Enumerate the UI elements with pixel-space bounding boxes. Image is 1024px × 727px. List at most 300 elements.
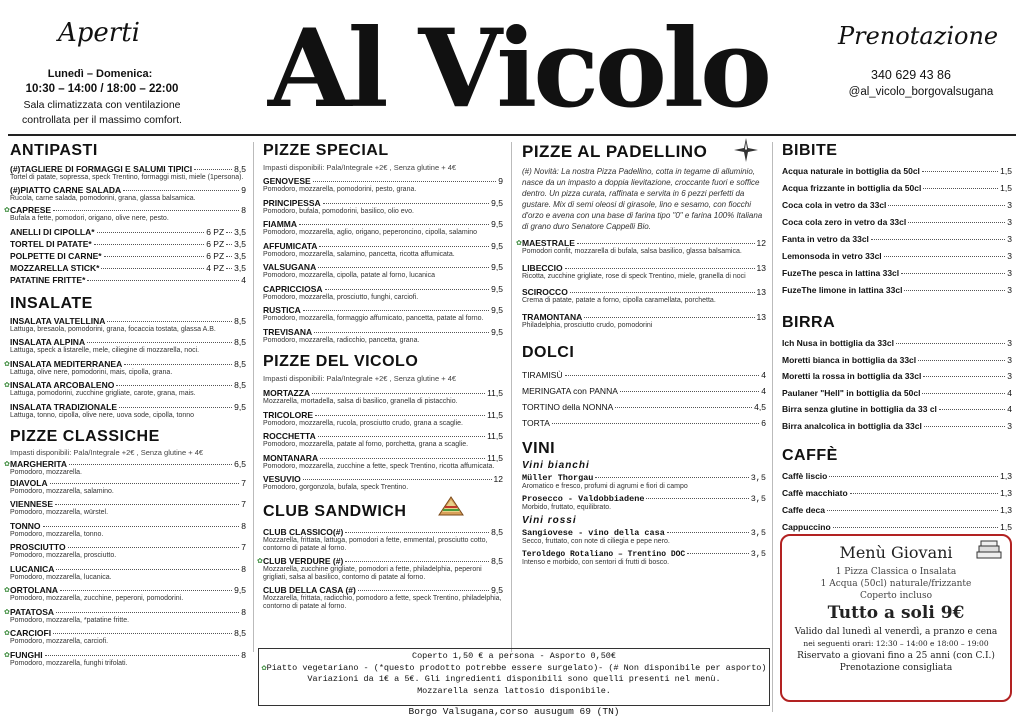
item-name: PRINCIPESSA	[263, 197, 321, 208]
item-price: 8,5	[234, 315, 246, 326]
item-price: 9,5	[491, 283, 503, 294]
hours-script-label: Aperti	[58, 18, 140, 48]
item-price: 12	[756, 238, 766, 248]
vini-bianchi-label: Vini bianchi	[522, 460, 590, 471]
list-item	[782, 421, 1012, 438]
list-item	[4, 628, 246, 647]
list-item	[782, 251, 1012, 268]
item-price: 13	[756, 262, 766, 273]
vegetarian-icon: ✿	[257, 557, 263, 565]
column-divider-2	[511, 142, 512, 652]
column-1	[4, 142, 246, 668]
item-name: Paulaner "Hell" in bottiglia da 50cl	[782, 387, 921, 398]
item-name: TONNO	[10, 520, 41, 531]
item-desc: Mozzarella, mortadella, salsa di basilico, granella di pistacchio.	[263, 398, 458, 405]
giovani-hours: nei seguenti orari: 12:30 – 14:00 e 18:00 – 19:00	[803, 639, 989, 648]
item-price: 1,3	[1000, 505, 1012, 515]
caffe-title: CAFFÈ	[782, 447, 838, 464]
list-item	[263, 410, 503, 429]
item-price: 11,5	[487, 431, 503, 441]
item-name: CAPRICCIOSA	[263, 283, 323, 294]
dolci-title: DOLCI	[522, 344, 575, 361]
list-item	[782, 404, 1012, 421]
list-item	[4, 649, 246, 669]
item-desc: Lattuga, pomodorini, zucchine grigliate, carote, grana, mais.	[10, 390, 196, 397]
item-price: 8	[241, 606, 246, 617]
vegetarian-icon: ✿	[261, 662, 267, 673]
item-name: FuzeThe limone in lattina 33cl	[782, 285, 903, 295]
giovani-line-1: 1 Pizza Classica o Insalata	[835, 567, 957, 577]
birra-title: BIRRA	[782, 314, 836, 331]
list-item	[522, 386, 766, 396]
item-desc: Lattuga, olive nere, pomodorini, mais, cipolla, grana.	[10, 368, 173, 376]
header-divider	[8, 134, 1016, 136]
item-name: VESUVIO	[263, 474, 301, 484]
item-price: 1,3	[1000, 488, 1012, 498]
item-name: Acqua naturale in bottiglia da 50cl	[782, 166, 920, 176]
item-desc: Mozzarella, zucchine grigliate, pomodori a fette, philadelphia, peperoni grigliati, salsa al basilico, contorno di patate al forno.	[263, 565, 482, 581]
item-qty: 4 PZ	[206, 262, 225, 273]
list-item	[10, 275, 246, 285]
item-desc: Bufala a fette, pomodori, origano, olive nere, pesto.	[10, 215, 169, 222]
item-desc: Pomodoro, mozzarella, cipolla, patate al forno, lucanica	[263, 272, 435, 279]
dolci-list	[522, 370, 766, 428]
item-name: Teroldego Rotaliano – Trentino DOC	[522, 549, 686, 559]
item-name: LIBECCIO	[522, 262, 563, 273]
list-item	[263, 198, 503, 217]
birra-list	[782, 338, 1012, 437]
item-price: 9,5	[491, 197, 503, 208]
item-price: 9	[498, 176, 503, 186]
item-price: 1,5	[1000, 522, 1012, 532]
padellino-list	[516, 238, 766, 330]
item-desc: Pomodoro, mozzarella, prosciutto, funghi, carciofi.	[263, 293, 419, 301]
item-desc: Rucola, carne salada, pomodorini, grana, glassa balsamica.	[10, 194, 196, 202]
vini-title: VINI	[522, 440, 556, 457]
item-desc: Pomodoro, mozzarella, würstel.	[10, 509, 109, 516]
item-price: 9	[241, 184, 246, 195]
list-item	[10, 337, 246, 356]
item-price: 8	[241, 205, 246, 215]
item-name: Birra senza glutine in bottiglia da 33 cl	[782, 404, 937, 414]
booking-script-label: Prenotazione	[838, 22, 999, 50]
booking-social: @al_vicolo_borgovalsugana	[848, 86, 994, 98]
list-item	[4, 205, 246, 224]
padellino-intro: (#) Novità: La nostra Pizza Padellino, cotta in tegame di alluminio, nasce da un impasto a doppia lievitazione, croccante fuori e soffice dentro. Un pizza curata, raffinata e servita in 6 pezzi perfetti da gustare. Mix di semi oleosi di girasole, lino e sesamo, con fiocchi d'orzo e avena con una base di farina tipo "0" e farina 100% Italiana di grano duro Senatore Cappelli Bio.	[522, 167, 763, 231]
item-price: 3,5	[234, 226, 246, 237]
footer-line-3: Variazioni da 1€ a 5€. Gli ingredienti disponibili sono quelli presenti nel menù.	[307, 674, 721, 684]
item-name: Acqua frizzante in bottiglia da 50cl	[782, 183, 922, 193]
item-desc: Philadelphia, prosciutto crudo, pomodorini	[522, 321, 653, 329]
item-desc: Pomodoro, mozzarella, rucola, prosciutto crudo, grana a scaglie.	[263, 419, 463, 427]
item-name: CLUB CLASSICO(#)	[263, 526, 344, 537]
item-name: MORTAZZA	[263, 388, 311, 398]
vegetarian-icon: ✿	[4, 630, 10, 637]
item-price: 6	[761, 418, 766, 428]
item-price: 8,5	[234, 358, 246, 369]
item-desc: Pomodoro, mozzarella, pomodorini, pesto, grana.	[263, 186, 417, 193]
list-item	[263, 305, 503, 324]
item-price: 4	[761, 370, 766, 380]
vini-rossi-label: Vini rossi	[522, 515, 577, 526]
item-name: FIAMMA	[263, 219, 297, 229]
insalate-title: INSALATE	[10, 294, 93, 312]
item-qty: 6 PZ	[206, 250, 225, 261]
item-price: 9,5	[491, 326, 503, 337]
footer-box	[258, 648, 770, 706]
item-price: 3,5	[750, 548, 766, 559]
list-item	[257, 555, 503, 583]
list-item	[782, 371, 1012, 388]
item-price: 3	[1007, 251, 1012, 261]
list-item	[263, 327, 503, 346]
item-desc: Pomodoro, mozzarella.	[10, 469, 82, 476]
vicolo-list	[263, 388, 503, 493]
item-name: ANELLI DI CIPOLLA*	[10, 226, 95, 237]
list-item	[522, 402, 766, 412]
item-name: Coca cola in vetro da 33cl	[782, 200, 887, 210]
item-desc: Intenso e morbido, con sentori di frutti di bosco.	[522, 558, 670, 566]
list-item	[10, 185, 246, 204]
list-item	[263, 453, 503, 472]
item-name: Lemonsoda in vetro 33cl	[782, 251, 882, 261]
giovani-booking: Prenotazione consigliata	[839, 663, 953, 673]
item-price: 1,3	[1000, 471, 1012, 481]
item-name: INSALATA MEDITERRANEA	[10, 358, 123, 369]
item-name: SCIROCCO	[522, 287, 568, 297]
list-item	[522, 370, 766, 380]
item-desc: Pomodoro, gorgonzola, bufala, speck Trentino.	[263, 484, 409, 491]
item-name: POLPETTE DI CARNE*	[10, 250, 102, 261]
list-item	[263, 585, 503, 612]
item-price: 13	[756, 311, 766, 322]
vini-rossi-list	[522, 528, 766, 567]
list-item	[263, 241, 503, 260]
item-name: Prosecco - Valdobbiadene	[522, 493, 645, 504]
item-price: 11,5	[487, 452, 503, 463]
item-name: LUCANICA	[10, 563, 55, 574]
item-desc: Mozzarella, frittata, lattuga, pomodori a fette, emmental, prosciutto cotto, contorno di patate al forno.	[263, 536, 488, 552]
item-price: 12	[493, 474, 503, 484]
sandwich-list	[257, 526, 503, 612]
item-desc: Pomodoro, bufala, pomodorini, basilico, olio evo.	[263, 207, 414, 215]
item-name: PROSCIUTTO	[10, 542, 66, 552]
item-price: 8	[241, 563, 246, 574]
item-name: TREVISANA	[263, 326, 313, 337]
item-price: 3,5	[234, 238, 246, 249]
list-item	[263, 431, 503, 450]
list-item	[522, 549, 766, 568]
special-list	[263, 176, 503, 345]
item-price: 3	[1007, 217, 1012, 227]
list-item	[782, 355, 1012, 372]
list-item	[263, 474, 503, 493]
vicolo-title: PIZZE DEL VICOLO	[263, 353, 419, 370]
footer-line-2-text: Piatto vegetariano - (*questo prodotto potrebbe essere surgelato)- (# Non disponibile per asporto)	[266, 662, 767, 673]
item-name: MERINGATA con PANNA	[522, 386, 618, 396]
list-item	[782, 268, 1012, 285]
list-item	[522, 528, 766, 547]
item-desc: Pomodoro, mozzarella, radicchio, pancetta, grana.	[263, 336, 420, 344]
item-qty: 6 PZ	[206, 226, 225, 237]
sandwich-title: CLUB SANDWICH	[263, 502, 407, 520]
sandwich-header	[263, 503, 503, 521]
item-desc: Pomodoro, mozzarella, zucchine, peperoni, pomodorini.	[10, 595, 184, 602]
item-name: MAESTRALE	[522, 238, 575, 248]
item-name: Caffe deca	[782, 505, 825, 515]
giovani-line-3: Coperto incluso	[859, 591, 933, 601]
list-item	[782, 183, 1012, 200]
vegetarian-icon: ✿	[4, 651, 10, 659]
item-price: 4	[241, 274, 246, 285]
item-name: RUSTICA	[263, 305, 301, 315]
item-name: VALSUGANA	[263, 262, 317, 272]
list-item	[4, 606, 246, 626]
item-price: 3,5	[750, 528, 766, 538]
item-price: 9,5	[234, 585, 246, 595]
vegetarian-icon: ✿	[4, 360, 10, 368]
giovani-title: Menù Giovani	[839, 543, 953, 562]
item-desc: Pomodoro, mozzarella, funghi trifolati.	[10, 659, 128, 667]
list-item	[782, 338, 1012, 355]
column-3	[516, 142, 766, 567]
item-price: 3	[1007, 420, 1012, 431]
bibite-list	[782, 166, 1012, 302]
list-item	[263, 388, 503, 407]
item-name: Ich Nusa in bottiglia da 33cl	[782, 338, 894, 348]
item-name: TORTINO della NONNA	[522, 402, 614, 412]
item-price: 9,5	[491, 305, 503, 315]
item-price: 3	[1007, 338, 1012, 348]
opening-days: Lunedì – Domenica:	[47, 68, 153, 80]
vegetarian-icon: ✿	[4, 461, 10, 468]
item-name: INSALATA TRADIZIONALE	[10, 401, 118, 412]
item-price: 9,5	[234, 401, 246, 412]
classiche-title: PIZZE CLASSICHE	[10, 428, 160, 445]
item-price: 7	[241, 542, 246, 552]
antipasti-list	[4, 164, 246, 285]
item-desc: Pomodoro, mozzarella, salamino.	[10, 487, 114, 495]
item-price: 4	[761, 386, 766, 396]
item-desc: Pomodoro, mozzarella, carciofi.	[10, 638, 109, 645]
item-name: INSALATA ARCOBALENO	[10, 380, 115, 390]
padellino-header	[522, 142, 766, 162]
item-desc: Pomodoro, mozzarella, zucchine a fette, speck Trentino, ricotta affumicata.	[263, 462, 495, 470]
item-name: Birra analcolica in bottiglia da 33cl	[782, 420, 922, 431]
item-price: 8	[241, 520, 246, 531]
item-name: FuzeThe pesca in lattina 33cl	[782, 268, 900, 278]
item-price: 9,5	[491, 219, 503, 229]
list-item	[522, 473, 766, 492]
item-price: 7	[241, 477, 246, 488]
item-name: Caffè macchiato	[782, 488, 848, 498]
giovani-price: Tutto a soli 9€	[827, 603, 965, 623]
item-name: PATATOSA	[10, 606, 55, 617]
list-item	[4, 585, 246, 604]
bibite-title: BIBITE	[782, 142, 838, 159]
vegetarian-icon: ✿	[4, 587, 10, 594]
list-item	[10, 521, 246, 540]
booking-phone: 340 629 43 86	[871, 68, 951, 82]
footer-line-4: Mozzarella senza lattosio disponibile.	[417, 685, 611, 696]
item-name: TRAMONTANA	[522, 311, 583, 322]
item-name: DIAVOLA	[10, 477, 48, 488]
item-price: 1,5	[1000, 166, 1012, 176]
item-desc: Pomodoro, mozzarella, salamino, pancetta, ricotta affumicata.	[263, 250, 455, 258]
item-desc: Lattuga, speck a listarelle, mele, ciliegine di mozzarella, noci.	[10, 347, 200, 354]
item-name: CLUB VERDURE (#)	[263, 555, 344, 566]
item-price: 3	[1007, 371, 1012, 381]
item-price: 6,5	[234, 459, 246, 469]
item-price: 4	[1007, 404, 1012, 414]
list-item	[10, 239, 246, 249]
item-price: 9,5	[491, 240, 503, 251]
special-title: PIZZE SPECIAL	[263, 142, 389, 159]
item-name: (#)TAGLIERE DI FORMAGGI E SALUMI TIPICI	[10, 164, 193, 174]
item-price: 8,5	[234, 380, 246, 390]
hours-note-1: Sala climatizzata con ventilazione	[23, 99, 181, 111]
item-price: 4	[1007, 387, 1012, 398]
footer-line-2	[259, 663, 769, 675]
item-name: TORTA	[522, 418, 550, 428]
list-item	[10, 564, 246, 583]
item-desc: Aromatico e fresco, profumi di agrumi e fiori di campo	[522, 483, 688, 490]
list-item	[10, 478, 246, 497]
item-price: 3,5	[750, 493, 766, 504]
item-price: 3,5	[234, 250, 246, 261]
padellino-title: PIZZE AL PADELLINO	[522, 142, 708, 161]
item-name: Caffè liscio	[782, 471, 828, 481]
item-name: Sangiovese - vino della casa	[522, 528, 665, 538]
hours-note-2: controllata per il massimo comfort.	[22, 114, 182, 126]
item-name: Moretti la rossa in bottiglia da 33cl	[782, 371, 922, 381]
list-item	[782, 471, 1012, 488]
item-name: MONTANARA	[263, 452, 319, 463]
item-name: (#)PIATTO CARNE SALADA	[10, 184, 122, 195]
caffe-list	[782, 471, 1012, 539]
item-desc: Morbido, fruttato, equilibrato.	[522, 503, 612, 511]
item-price: 8,5	[491, 526, 503, 537]
list-item	[10, 542, 246, 561]
item-name: INSALATA ALPINA	[10, 337, 86, 347]
list-item	[10, 263, 246, 273]
list-item	[10, 402, 246, 421]
item-price: 8,5	[234, 164, 246, 174]
item-desc: Pomodoro, mozzarella, patate al forno, porchetta, grana a scaglie.	[263, 441, 469, 448]
item-desc: Pomodoro, mozzarella, lucanica.	[10, 573, 112, 581]
item-price: 3	[1007, 285, 1012, 295]
item-price: 3	[1007, 268, 1012, 278]
brand-title: Al Vicolo	[267, 6, 769, 132]
list-item	[263, 284, 503, 303]
item-desc: Lattuga, bresaola, pomodorini, grana, focaccia tostata, glassa A.B.	[10, 325, 216, 333]
column-2	[257, 142, 503, 612]
item-price: 3	[1007, 200, 1012, 210]
list-item	[10, 227, 246, 237]
item-name: TIRAMISÙ	[522, 370, 563, 380]
list-item	[10, 251, 246, 261]
item-desc: Pomodoro, mozzarella, *patatine fritte.	[10, 616, 130, 624]
item-name: ORTOLANA	[10, 585, 59, 595]
item-desc: Pomodoro, mozzarella, tonno.	[10, 530, 104, 538]
item-qty: 6 PZ	[206, 238, 225, 249]
item-price: 8,5	[491, 555, 503, 566]
vegetarian-icon: ✿	[4, 608, 10, 616]
list-item	[522, 494, 766, 513]
list-item	[522, 263, 766, 282]
item-price: 11,5	[487, 409, 503, 420]
item-name: Müller Thorgau	[522, 473, 594, 483]
column-divider-1	[253, 142, 254, 652]
item-name: AFFUMICATA	[263, 240, 318, 251]
list-item	[782, 234, 1012, 251]
list-item	[4, 380, 246, 399]
item-name: FUNGHI	[10, 649, 43, 660]
compass-rose-icon	[734, 138, 758, 162]
item-name: ROCCHETTA	[263, 431, 316, 441]
vicolo-options: Impasti disponibili: Pala/Integrale +2€ , Senza glutine + 4€	[263, 374, 457, 383]
footer-address: Borgo Valsugana,corso ausugum 69 (TN)	[408, 706, 620, 717]
item-price: 11,5	[487, 388, 503, 398]
list-item	[782, 217, 1012, 234]
item-price: 13	[756, 287, 766, 297]
classiche-list	[4, 459, 246, 668]
item-desc: Pomodori confit, mozzarella di bufala, salsa basilico, glassa balsamica.	[522, 248, 742, 255]
item-name: CAPRESE	[10, 205, 52, 215]
list-item	[782, 285, 1012, 302]
item-desc: Pomodoro, mozzarella, formaggio affumicato, pancetta, patate al forno.	[263, 315, 484, 322]
list-item	[263, 262, 503, 281]
item-desc: Ricotta, zucchine grigliate, rose di speck Trentino, miele, granella di noci	[522, 272, 746, 280]
item-name: GENOVESE	[263, 176, 311, 186]
item-price: 9,5	[491, 262, 503, 272]
vegetarian-icon: ✿	[516, 240, 522, 247]
item-name: MOZZARELLA STICK*	[10, 262, 100, 273]
list-item	[522, 287, 766, 306]
list-item	[10, 499, 246, 518]
item-desc: Tortel di patate, sopressa, speck Trentino, formaggi misti, miele (1persona).	[10, 174, 244, 181]
item-name: Fanta in vetro da 33cl	[782, 234, 869, 244]
item-price: 8	[241, 649, 246, 660]
vegetarian-icon: ✿	[4, 207, 10, 214]
item-price: 3,5	[234, 262, 246, 273]
list-item	[4, 459, 246, 478]
item-name: Cappuccino	[782, 522, 831, 532]
item-desc: Pomodoro, mozzarella, aglio, origano, peperoncino, cipolla, salamino	[263, 229, 478, 236]
item-name: VIENNESE	[10, 499, 53, 509]
column-4	[782, 142, 1012, 539]
antipasti-title: ANTIPASTI	[10, 142, 98, 159]
list-item	[10, 164, 246, 183]
list-item	[522, 418, 766, 428]
list-item	[782, 505, 1012, 522]
giovani-reserved: Riservato a giovani fino a 25 anni (con C.I.)	[797, 651, 995, 661]
item-desc: Pomodoro, mozzarella, prosciutto.	[10, 552, 117, 559]
list-item	[782, 388, 1012, 405]
item-price: 1,5	[1000, 183, 1012, 193]
footer-line-1: Coperto 1,50 € a persona - Asporto 0,50€	[411, 651, 617, 661]
insalate-list	[4, 315, 246, 421]
item-name: Moretti bianca in bottiglia da 33cl	[782, 354, 917, 365]
item-name: CLUB DELLA CASA (#)	[263, 584, 356, 595]
column-divider-3	[772, 142, 773, 712]
item-price: 3	[1007, 234, 1012, 244]
giovani-line-2: 1 Acqua (50cl) naturale/frizzante	[820, 579, 972, 589]
list-item	[516, 238, 766, 257]
item-desc: Secco, fruttato, con note di ciliegia e pepe nero.	[522, 538, 670, 545]
list-item	[782, 200, 1012, 217]
list-item	[4, 358, 246, 378]
